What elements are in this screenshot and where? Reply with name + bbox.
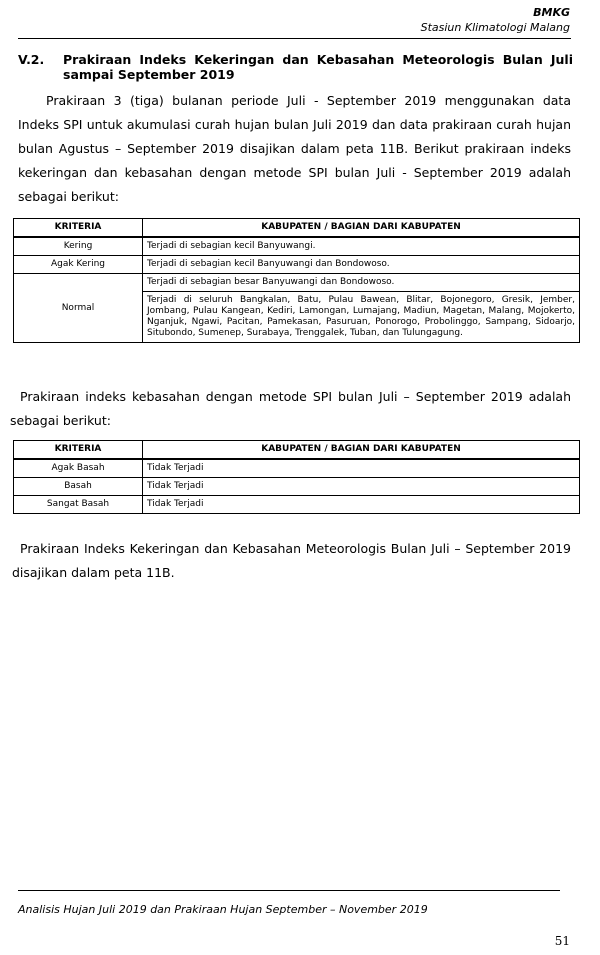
areas-cell: Terjadi di sebagian kecil Banyuwangi dan Bondowoso. <box>143 256 580 274</box>
wetness-table <box>13 440 580 514</box>
table-row <box>14 237 580 256</box>
column-header-criteria: KRITERIA <box>14 219 143 238</box>
column-header-regency: KABUPATEN / BAGIAN DARI KABUPATEN <box>143 441 580 460</box>
areas-cell: Terjadi di sebagian kecil Banyuwangi. <box>143 237 580 256</box>
criteria-cell: Agak Kering <box>14 256 143 274</box>
column-header-regency: KABUPATEN / BAGIAN DARI KABUPATEN <box>143 219 580 238</box>
header-org: BMKG <box>533 6 570 19</box>
table-header-row <box>14 441 580 460</box>
footer-rule <box>18 890 560 891</box>
table-row <box>14 459 580 478</box>
criteria-cell: Sangat Basah <box>14 496 143 514</box>
areas-cell: Tidak Terjadi <box>143 459 580 478</box>
column-header-criteria: KRITERIA <box>14 441 143 460</box>
areas-cell: Terjadi di seluruh Bangkalan, Batu, Pulau Bawean, Blitar, Bojonegoro, Gresik, Jember, Jombang, Pulau Kangean, Kediri, Lamongan, Lumajang, Madiun, Magetan, Malang, Mojokerto, Nganjuk, Ngawi, Pacitan, Pamekasan, Pasuruan, Ponorogo, Probolinggo, Sampang, Sidoarjo, Situbondo, Sumenep, Surabaya, Trenggalek, Tuban, dan Tulungagung. <box>143 292 580 343</box>
header-rule <box>18 38 571 39</box>
table-row <box>14 496 580 514</box>
areas-cell: Tidak Terjadi <box>143 496 580 514</box>
criteria-cell: Basah <box>14 478 143 496</box>
header-station: Stasiun Klimatologi Malang <box>420 21 570 34</box>
page-number: 51 <box>554 934 570 948</box>
section-heading <box>18 52 573 82</box>
section-number: V.2. <box>18 52 45 67</box>
table-row <box>14 478 580 496</box>
table-header-row <box>14 219 580 238</box>
criteria-cell: Normal <box>14 274 143 343</box>
table-row <box>14 274 580 292</box>
wet-intro-paragraph: Prakiraan indeks kebasahan dengan metode SPI bulan Juli – September 2019 adalah sebagai berikut: <box>10 389 571 428</box>
footer-text: Analisis Hujan Juli 2019 dan Prakiraan Hujan September – November 2019 <box>18 903 428 916</box>
intro-paragraph: Prakiraan 3 (tiga) bulanan periode Juli - September 2019 menggunakan data Indeks SPI untuk akumulasi curah hujan bulan Juli 2019 dan data prakiraan curah hujan bulan Agustus – September 2019 disajikan dalam peta 11B. Berikut prakiraan indeks kekeringan dan kebasahan dengan metode SPI bulan Juli - September 2019 adalah sebagai berikut: <box>18 93 571 204</box>
areas-cell: Tidak Terjadi <box>143 478 580 496</box>
table-row <box>14 256 580 274</box>
areas-cell: Terjadi di sebagian besar Banyuwangi dan Bondowoso. <box>143 274 580 292</box>
section-title: Prakiraan Indeks Kekeringan dan Kebasahan Meteorologis Bulan Juli sampai September 2019 <box>63 52 573 82</box>
closing-paragraph: Prakiraan Indeks Kekeringan dan Kebasahan Meteorologis Bulan Juli – September 2019 disajikan dalam peta 11B. <box>12 541 571 580</box>
criteria-cell: Kering <box>14 237 143 256</box>
criteria-cell: Agak Basah <box>14 459 143 478</box>
drought-table <box>13 218 580 343</box>
